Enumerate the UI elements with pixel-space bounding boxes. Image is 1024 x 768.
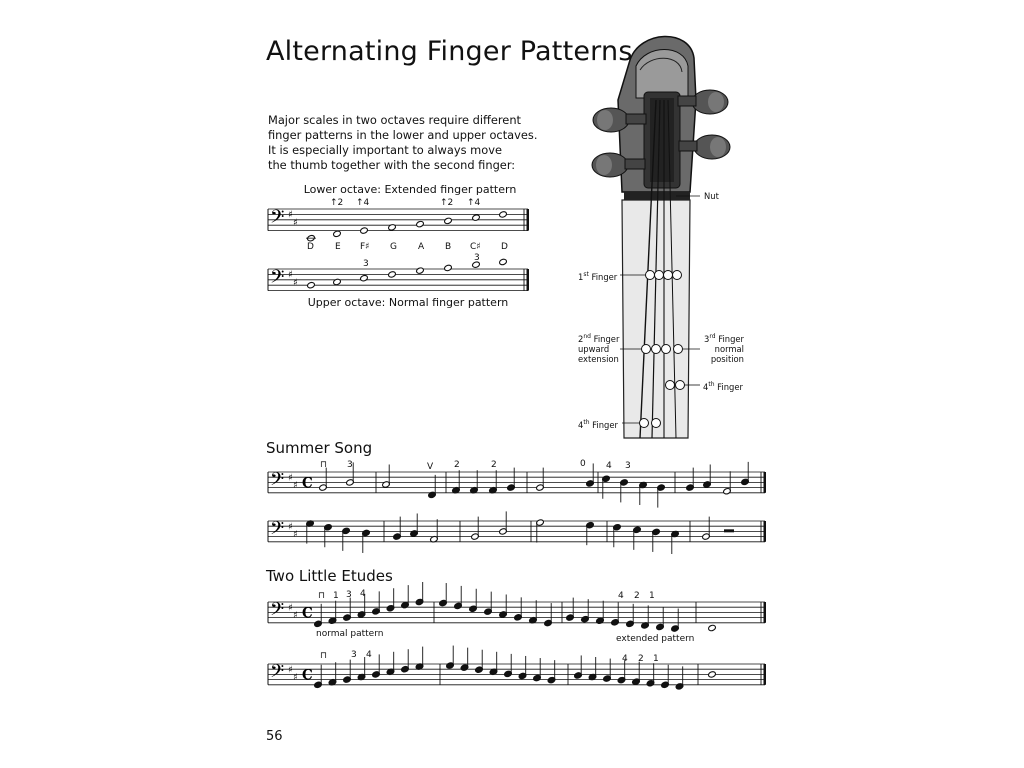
common-time: C xyxy=(302,667,313,684)
fingering-mark: ↑2 xyxy=(440,198,454,208)
note-head xyxy=(499,258,508,265)
fingering-mark: 3 xyxy=(625,461,631,471)
bowing-mark: V xyxy=(427,462,434,472)
sharp-sign: ♯ xyxy=(293,277,298,289)
sharp-sign: ♯ xyxy=(293,672,298,684)
note-head xyxy=(708,624,717,631)
intro-line: the thumb together with the second finger: xyxy=(268,158,516,172)
note-head xyxy=(499,211,508,218)
fingering-mark: 1 xyxy=(653,654,659,664)
extended-pattern-label: extended pattern xyxy=(616,634,695,644)
note-name: G xyxy=(390,242,397,252)
fingering-mark: 3 xyxy=(346,590,352,600)
intro-line: It is especially important to always move xyxy=(268,143,502,157)
first-finger-label: 1st Finger xyxy=(578,271,618,282)
half-rest xyxy=(724,529,734,532)
sharp-sign: ♯ xyxy=(293,480,298,492)
note-name: E xyxy=(335,242,341,252)
note-head xyxy=(333,278,342,285)
sharp-sign: ♯ xyxy=(288,664,293,676)
fingering-mark: 2 xyxy=(454,460,460,470)
fingering-mark: ↑4 xyxy=(467,198,481,208)
intro-line: Major scales in two octaves require different xyxy=(268,113,522,127)
bass-clef: 𝄢 xyxy=(270,266,285,293)
note-name: D xyxy=(501,242,508,252)
sharp-sign: ♯ xyxy=(293,610,298,622)
bass-clef: 𝄢 xyxy=(270,518,285,544)
nut-label: Nut xyxy=(704,191,719,201)
bass-clef: 𝄢 xyxy=(270,661,285,687)
fingering-mark: ↑2 xyxy=(330,198,344,208)
common-time: C xyxy=(302,605,313,622)
fingering-mark: 3 xyxy=(363,259,369,269)
fingering-mark: 1 xyxy=(649,591,655,601)
fingering-mark: 3 xyxy=(351,650,357,660)
intro-line: finger patterns in the lower and upper octaves. xyxy=(268,128,538,142)
fingering-mark: 4 xyxy=(606,461,612,471)
note-name: C♯ xyxy=(470,242,481,252)
final-bar-thick xyxy=(764,602,767,623)
bowing-mark: ⊓ xyxy=(320,460,328,470)
fingering-mark: 4 xyxy=(622,654,628,664)
fingering-mark: 2 xyxy=(638,654,644,664)
sharp-sign: ♯ xyxy=(293,529,298,541)
note-head xyxy=(444,264,453,271)
bass-clef: 𝄢 xyxy=(270,206,285,233)
note-head xyxy=(360,275,369,282)
common-time: C xyxy=(302,475,313,492)
note-head xyxy=(472,214,481,221)
final-bar-thick xyxy=(764,664,767,685)
final-bar-thick xyxy=(527,269,530,291)
fingering-mark: 3 xyxy=(474,253,480,263)
note-head xyxy=(360,227,369,234)
sharp-sign: ♯ xyxy=(288,472,293,484)
fingering-mark: ↑4 xyxy=(356,198,370,208)
etudes-title: Two Little Etudes xyxy=(266,567,393,585)
note-head xyxy=(388,224,397,231)
note-head xyxy=(333,230,342,237)
sharp-sign: ♯ xyxy=(288,602,293,614)
sharp-sign: ♯ xyxy=(288,521,293,533)
note-head xyxy=(444,217,453,224)
note-head xyxy=(307,282,316,289)
bowing-mark: ⊓ xyxy=(318,591,326,601)
final-bar-thick xyxy=(527,209,530,231)
fingering-mark: 4 xyxy=(618,591,624,601)
final-bar-thick xyxy=(764,521,767,542)
note-head xyxy=(416,220,425,227)
fingering-mark: 1 xyxy=(333,591,339,601)
bass-clef: 𝄢 xyxy=(270,469,285,495)
fourth-finger-label-left: 4th Finger xyxy=(578,419,618,430)
lower-octave-caption: Lower octave: Extended finger pattern xyxy=(303,183,517,196)
third-finger-label: 3rd Finger normal position xyxy=(704,333,744,364)
summer-song-title: Summer Song xyxy=(266,439,373,457)
fingering-mark: 0 xyxy=(580,459,586,469)
fourth-finger-label-right: 4th Finger xyxy=(703,381,743,392)
page-title: Alternating Finger Patterns xyxy=(266,36,633,67)
page-number: 56 xyxy=(266,729,283,744)
bowing-mark: ⊓ xyxy=(320,651,328,661)
upper-octave-caption: Upper octave: Normal finger pattern xyxy=(307,296,509,309)
note-name: F♯ xyxy=(360,242,370,252)
fingering-mark: 3 xyxy=(347,460,353,470)
fingering-mark: 4 xyxy=(360,589,366,599)
bass-clef: 𝄢 xyxy=(270,599,285,625)
final-bar-thick xyxy=(764,472,767,493)
note-name: B xyxy=(445,242,452,252)
normal-pattern-label: normal pattern xyxy=(316,629,384,639)
note-head xyxy=(416,267,425,274)
fingering-mark: 2 xyxy=(491,460,497,470)
note-head xyxy=(708,671,717,678)
sharp-sign: ♯ xyxy=(293,217,298,229)
note-name: A xyxy=(418,242,425,252)
second-finger-label: 2nd Finger upward extension xyxy=(578,333,620,364)
fingering-mark: 2 xyxy=(634,591,640,601)
note-head xyxy=(388,271,397,278)
note-name: D xyxy=(307,242,314,252)
sharp-sign: ♯ xyxy=(288,209,293,221)
sharp-sign: ♯ xyxy=(288,269,293,281)
fingering-mark: 4 xyxy=(366,650,372,660)
